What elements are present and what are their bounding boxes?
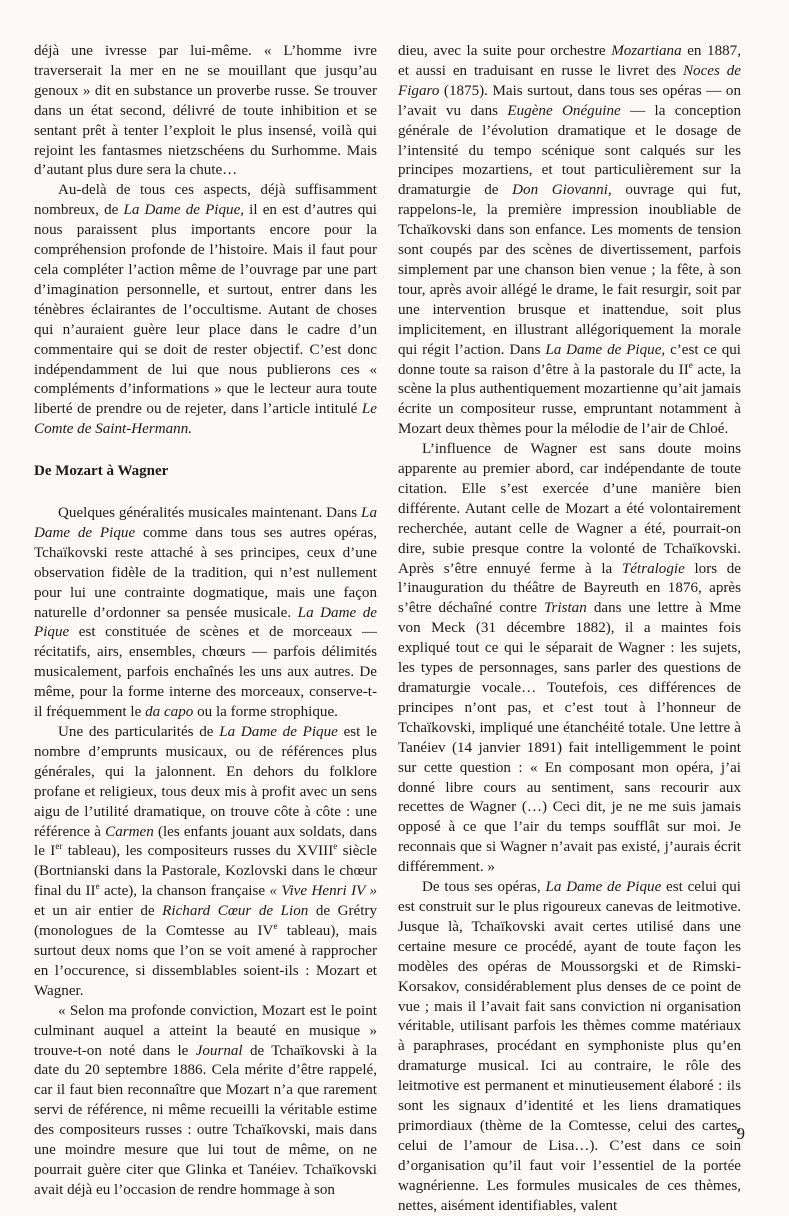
text-run: en 1887, et aussi en traduisant en russe le livret des [398, 43, 741, 79]
paragraph [34, 504, 377, 723]
right-column [398, 42, 741, 1216]
superscript: e [333, 841, 338, 852]
work-title: Don Giovanni, [512, 182, 612, 199]
work-title: La Dame de Pique [34, 604, 378, 641]
work-title: Journal [195, 1042, 243, 1059]
page-number: 9 [736, 1124, 745, 1143]
text-run: Au-delà de tous ces aspects, déjà suffisamment nombreux, de [34, 182, 377, 219]
text-run: de Tchaïkovski à la date du 20 septembre 1886. Cela mérite d’être rappelé, car il faut bien reconnaître que Mozart n’a que rarement servi de référence, ni même recueilli la véritable estime des compositeurs russes : outre Tchaïkovski, mais dans une moindre mesure que lui tout de même, on ne pourrait guère citer que Glinka et Tanéiev. Tchaïkovski avait déjà eu l’occasion de rendre hommage à son [34, 1042, 377, 1198]
text-run: acte, la scène la plus authentiquement mozartienne qu’ait jamais écrite un compositeur russe, empruntant notamment à Mozart deux thèmes pour la mélodie de l’air de Chloé. [398, 361, 741, 438]
superscript: er [55, 841, 63, 852]
text-run: et un air entier de [34, 903, 163, 920]
work-title: Tétralogie [621, 560, 685, 577]
work-title: Noces de Figaro [398, 62, 741, 99]
text-run: est le nombre d’emprunts musicaux, ou de références plus générales, qui la jalonnent. En dehors du folklore profane et religieux, tous deux mis à profit avec un sens aigu de l’utilité dramatique, on trouve côte à côte : une référence à [34, 724, 377, 840]
work-title: La Dame de Pique, [123, 202, 245, 219]
work-title: Le Comte de Saint-Hermann. [34, 401, 377, 438]
text-run: — la conception générale de l’évolution dramatique et le dosage de l’intensité du tempo scénique sont calqués sur les principes mozartiens, et tout particulièrement sur la dramaturgie de [398, 102, 742, 199]
text-run: De tous ses opéras, [422, 879, 546, 896]
paragraph [398, 440, 741, 878]
paragraph [398, 878, 741, 1216]
work-title: La Dame de Pique, [545, 341, 666, 358]
work-title: Richard Cœur de Lion [162, 903, 309, 920]
text-run: tableau), les compositeurs russes du XVIII [62, 843, 334, 860]
text-run: (1875). Mais surtout, dans tous ses opéras — on l’avait vu dans [398, 82, 741, 119]
text-run: il en est d’autres qui nous paraissent plus importants encore pour la compréhension profonde de l’histoire. Mais il faut pour cela compléter l’action même de l’ouvrage par une part d’imagination personnelle, et surtout, entrer dans les ténèbres éclairantes de l’occultisme. Autant de choses qui n’auraient guère leur place dans le cadre d’un commentaire qui se doit de rester objectif. C’est donc indépendamment de lui que nous publierons ces « compléments d’informations » que le lecteur aura toute liberté de prendre ou de rejeter, dans l’article intitulé [34, 202, 377, 418]
paragraph [34, 42, 377, 181]
paragraph [34, 1002, 377, 1201]
work-title: « Vive Henri IV » [269, 883, 377, 900]
work-title: Mozartiana [611, 43, 682, 59]
left-column [34, 42, 377, 1201]
text-run: dieu, avec la suite pour orchestre [398, 43, 612, 59]
work-title: Carmen [105, 823, 154, 840]
paragraph [34, 181, 377, 440]
text-run: est constituée de scènes et de morceaux — récitatifs, airs, ensembles, chœurs — parfois délimités musicalement, parfois enchaînés les uns aux autres. De même, pour la forme interne des morceaux, conserve-t-il fréquemment le [34, 624, 377, 721]
text-run: est celui qui est construit sur le plus rigoureux canevas de leitmotive. Jusque là, Tchaïkovski avait certes utilisé dans une certaine mesure ce procédé, ayant de toute façon les modèles des opéras de Moussorgski et de Rimski-Korsakov, considérablement plus denses de ce point de vue ; mais il l’avait fait sans conviction ni organisation véritable, utilisant parfois les thèmes comme matériaux à paraphrases, procédant en symphoniste plus qu’en dramaturge musical. Ici au contraire, le rôle des leitmotive est permanent et minutieusement élaboré : ils sont les signaux d’identité et les liens dramatiques primordiaux (thème de la Comtesse, celui des cartes, celui de l’amour de Lisa…). C’est dans ce soin d’organisation qu’il faut voir l’essentiel de la portée wagnérienne. Les formules musicales de ces thèmes, nettes, aisément identifiables, valent [398, 879, 742, 1214]
text-run: déjà une ivresse par lui-même. « L’homme ivre traverserait la mer en ne se mouillant que jusqu’au genoux » dit en substance un proverbe russe. Se trouver dans un état second, délivré de toute inhibition et se sentant prêt à tenter l’exploit le plus insensé, voilà qui rejoint les fantasmes nietzschéens du Surhomme. Mais d’autant plus dure sera la chute… [34, 43, 377, 179]
text-run: ou la forme strophique. [193, 704, 338, 721]
work-title: Tristan [543, 600, 587, 617]
text-run: Une des particularités de [58, 724, 220, 740]
text-run: c’est ce qui donne toute sa raison d’être à la pastorale du II [398, 341, 741, 378]
superscript: e [95, 881, 100, 892]
term: da capo [145, 704, 194, 721]
text-run: lors de l’inauguration du théâtre de Bayreuth en 1876, après s’être déchaîné contre [398, 560, 742, 617]
work-title: La Dame de Pique [545, 879, 662, 896]
work-title: Eugène Onéguine [507, 102, 621, 119]
text-run: tableau), mais surtout deux noms que l’on se voit amené à rapprocher en l’occurence, si dissemblables soient-ils : Mozart et Wagner. [34, 923, 377, 999]
text-run: ouvrage qui fut, rappelons-le, la première impression inoubliable de Tchaïkovski dans son enfance. Les moments de tension sont coupés par des scènes de divertissement, parfois simplement par une chanson bien venue ; la fête, à son tour, après avoir allégé le drame, le fait resurgir, soit par une intervention brusque et inattendue, soit plus implicitement, en illustrant allégoriquement la morale qui régit l’action. Dans [398, 182, 741, 358]
text-run: Quelques généralités musicales maintenant. Dans [58, 505, 362, 522]
text-run: acte), la chanson française [99, 883, 270, 900]
superscript: e [273, 921, 278, 932]
work-title: La Dame de Pique [219, 724, 338, 740]
text-run: L’influence de Wagner est sans doute moins apparente au premier abord, car indépendante de toute citation. Elle s’est exercée d’une manière bien différente. Autant celle de Mozart a été volontairement recherchée, autant celle de Wagner a été, pourrait-on dire, subie presque contre la volonté de Tchaïkovski. Après s’être ennuyé ferme à la [398, 441, 741, 577]
paragraph [398, 42, 741, 440]
paragraph [34, 723, 377, 1002]
text-run: (les enfants jouant aux soldats, dans le I [34, 823, 377, 860]
text-run: siècle (Bortnianski dans la Pastorale, Kozlovski dans le chœur final du II [34, 843, 377, 900]
text-run: « Selon ma profonde conviction, Mozart est le point culminant auquel a atteint la beauté en musique » trouve-t-on noté dans le [34, 1002, 377, 1059]
text-run: dans une lettre à Mme von Meck (31 décembre 1882), il a maintes fois expliqué tout ce qui le séparait de Wagner : les sujets, les types de personnages, sans parler des questions de dramaturgie vocale… Toutefois, ces différences de principes n’ont pas, et c’est tout à l’honneur de Tchaïkovski, impliqué une étanchéité totale. Une lettre à Tanéiev (14 janvier 1891) fait intelligemment le point sur cette question : « En composant mon opéra, j’ai donné libre cours au sentiment, sans recourir aux recettes de Wagner (…) Ceci dit, je ne me suis jamais opposé à ce que l’air du temps soufflât sur moi. Je reconnais que si Wagner n’avait pas existé, j’aurais écrit différemment. » [398, 600, 741, 876]
section-heading: De Mozart à Wagner [34, 463, 169, 480]
text-run: comme dans tous ses autres opéras, Tchaïkovski reste attaché à ses principes, ceux d’une observation fidèle de la tradition, qui n’est nullement pour lui une contrainte dogmatique, mais une façon naturelle d’ordonner sa pensée musicale. [34, 524, 377, 621]
superscript: e [688, 359, 693, 370]
work-title: La Dame de Pique [34, 505, 377, 541]
text-run: de Grétry (monologues de la Comtesse au IV [34, 903, 377, 940]
